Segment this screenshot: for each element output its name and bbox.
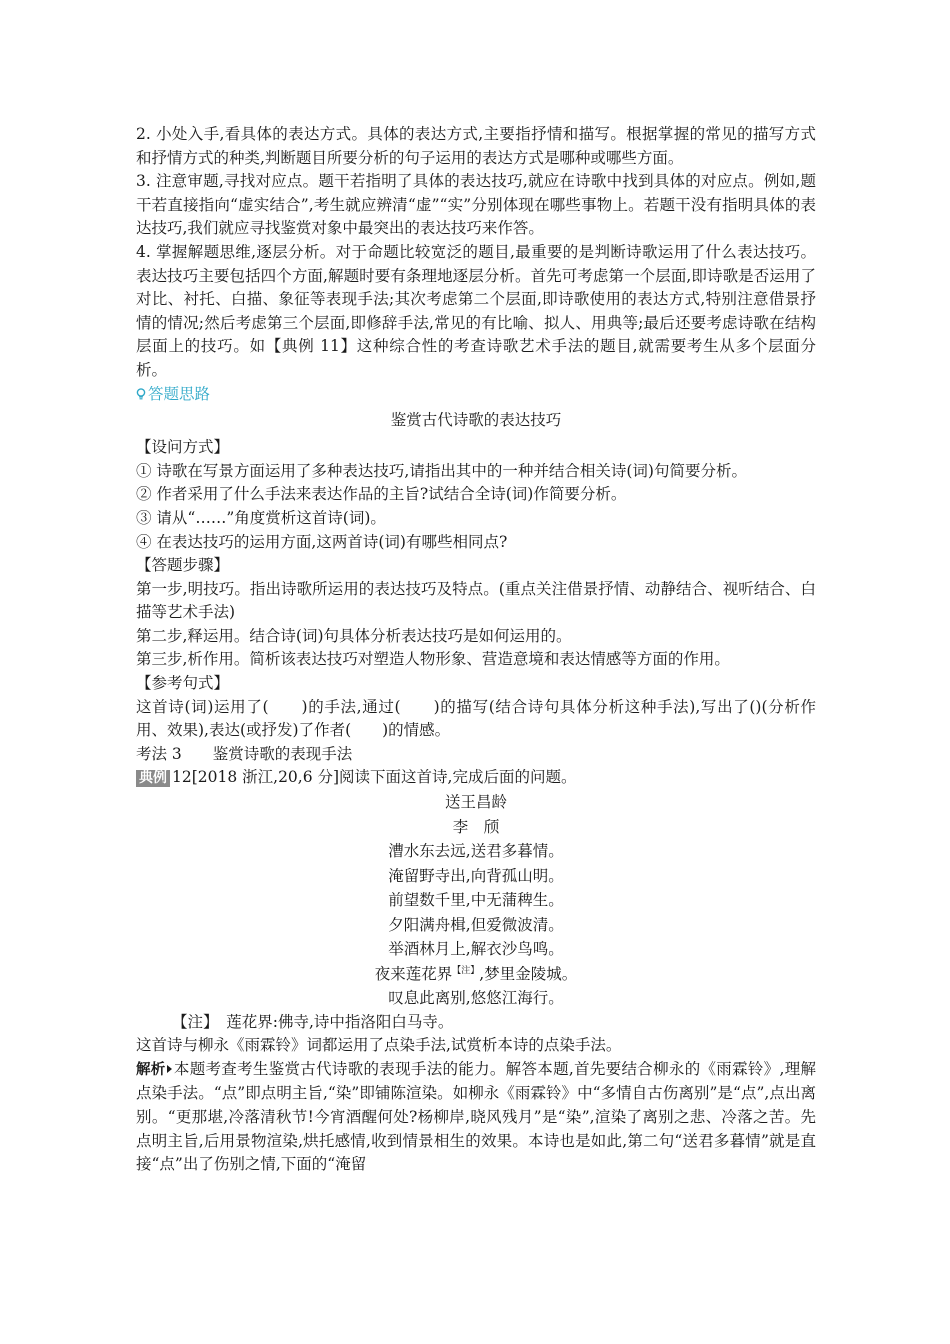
ask-item: ① 诗歌在写景方面运用了多种表达技巧,请指出其中的一种并结合相关诗(词)句简要分析。 bbox=[136, 461, 747, 480]
analysis-paragraph bbox=[136, 1058, 816, 1177]
example-text: 12[2018 浙江,20,6 分]阅读下面这首诗,完成后面的问题。 bbox=[172, 768, 577, 787]
section-title: 鉴赏古代诗歌的表达技巧 bbox=[390, 410, 562, 429]
poem-title: 送王昌龄 bbox=[444, 793, 507, 812]
ask-item: ④ 在表达技巧的运用方面,这两首诗(词)有哪些相同点? bbox=[136, 532, 508, 551]
lightbulb-icon bbox=[136, 388, 146, 400]
answer-tips-text: 答题思路 bbox=[148, 384, 211, 403]
ask-item: ③ 请从“……”角度赏析这首诗(词)。 bbox=[136, 508, 386, 527]
reference-sentence: 这首诗(词)运用了( )的手法,通过( )的描写(结合诗句具体分析这种手法),写出了()(分析作用、效果),表达(或抒发)了作者( )的情感。 bbox=[136, 697, 816, 740]
poem-line: 前望数千里,中无蒲稗生。 bbox=[388, 891, 564, 910]
answer-tips-label bbox=[136, 383, 816, 405]
analysis-label: 解析 bbox=[136, 1061, 166, 1078]
ask-item: ② 作者采用了什么手法来表达作品的主旨?试结合全诗(词)作简要分析。 bbox=[136, 485, 627, 504]
poem-line: 叹息此离别,悠悠江海行。 bbox=[388, 989, 564, 1008]
paragraph-point-4: 4. 掌握解题思维,逐层分析。对于命题比较宽泛的题目,最重要的是判断诗歌运用了什么表达技巧。表达技巧主要包括四个方面,解题时要有条理地逐层分析。首先可考虑第一个层面,即诗歌是否运用了对比、衬托、白描、象征等表现手法;其次考虑第二个层面,即诗歌使用的表达方式,特别注意借景抒情的情况;然后考虑第三个层面,即修辞手法,常见的有比喻、拟人、用典等;最后还要考虑诗歌在结构层面上的技巧。如【典例 11】这种综合性的考查诗歌艺术手法的题目,就需要考生从多个层面分析。 bbox=[136, 242, 816, 379]
method-title: 考法 3 鉴赏诗歌的表现手法 bbox=[136, 744, 353, 763]
poem-line: 夕阳满舟楫,但爱微波清。 bbox=[388, 915, 564, 934]
paragraph-point-2: 2. 小处入手,看具体的表达方式。具体的表达方式,主要指抒情和描写。根据掌握的常见的描写方式和抒情方式的种类,判断题目所要分析的句子运用的表达方式是哪种或哪些方面。 bbox=[136, 125, 816, 167]
poem-line-part: 夜来莲花界 bbox=[374, 964, 453, 983]
ask-header: 【设问方式】 bbox=[136, 438, 230, 457]
example-line bbox=[136, 766, 816, 790]
example-badge: 典例 bbox=[136, 770, 170, 787]
poem-line bbox=[136, 962, 816, 987]
poem-line-part: ,梦里金陵城。 bbox=[479, 964, 578, 983]
steps-header: 【答题步骤】 bbox=[136, 556, 230, 575]
step-item: 第二步,释运用。结合诗(词)句具体分析表达技巧是如何运用的。 bbox=[136, 626, 572, 645]
paragraph-point-3: 3. 注意审题,寻找对应点。题干若指明了具体的表达技巧,就应在诗歌中找到具体的对应点。例如,题干若直接指向“虚实结合”,考生就应辨清“虚”“实”分别体现在哪些事物上。若题干没有指明具体的表达技巧,我们就应寻找鉴赏对象中最突出的表达技巧来作答。 bbox=[136, 172, 816, 238]
poem-line: 漕水东去远,送君多暮情。 bbox=[388, 842, 564, 861]
reference-header: 【参考句式】 bbox=[136, 674, 230, 693]
document-content bbox=[136, 123, 816, 1177]
footnote-marker: 【注】 bbox=[452, 965, 480, 976]
triangle-icon bbox=[167, 1065, 172, 1073]
poem bbox=[136, 790, 816, 1011]
analysis-text: 本题考查考生鉴赏古代诗歌的表现手法的能力。解答本题,首先要结合柳永的《雨霖铃》,理解点染手法。“点”即点明主旨,“染”即铺陈渲染。如柳永《雨霖铃》中“多情自古伤离别”是“点”,点出离别。“更那堪,冷落清秋节!今宵酒醒何处?杨柳岸,晓风残月”是“染”,渲染了离别之悲、冷落之苦。先点明主旨,后用景物渲染,烘托感情,收到情景相生的效果。本诗也是如此,第二句“送君多暮情”就是直接“点”出了伤别之情,下面的“淹留 bbox=[136, 1059, 817, 1174]
step-item: 第一步,明技巧。指出诗歌所运用的表达技巧及特点。(重点关注借景抒情、动静结合、视听结合、白描等艺术手法) bbox=[136, 579, 816, 622]
step-item: 第三步,析作用。简析该表达技巧对塑造人物形象、营造意境和表达情感等方面的作用。 bbox=[136, 650, 730, 669]
poem-author: 李 颀 bbox=[452, 817, 500, 836]
poem-line: 举酒林月上,解衣沙鸟鸣。 bbox=[388, 940, 564, 959]
question: 这首诗与柳永《雨霖铃》词都运用了点染手法,试赏析本诗的点染手法。 bbox=[136, 1036, 622, 1055]
poem-note: 【注】 莲花界:佛寺,诗中指洛阳白马寺。 bbox=[172, 1012, 454, 1031]
poem-line: 淹留野寺出,向背孤山明。 bbox=[388, 866, 564, 885]
